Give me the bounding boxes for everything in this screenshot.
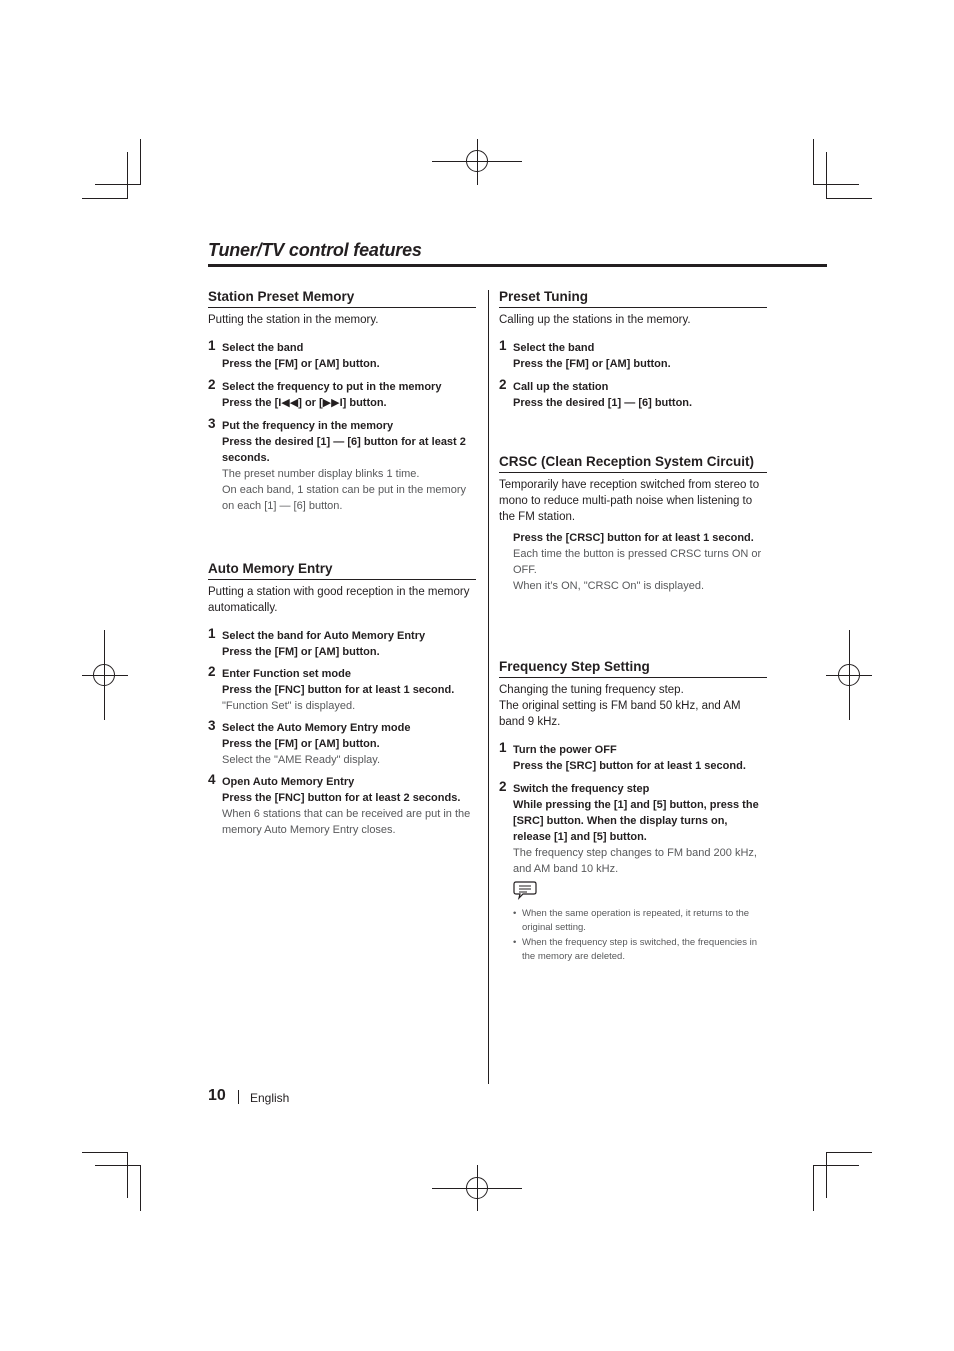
step [208, 379, 476, 411]
step-action: Press the [FM] or [AM] button. [222, 358, 380, 370]
step-number: 2 [208, 664, 216, 679]
section-heading: CRSC (Clean Reception System Circuit) [499, 453, 767, 473]
section-frequency-step-setting [499, 658, 767, 965]
step-title: Select the frequency to put in the memory [222, 381, 442, 393]
crop-mark [140, 139, 141, 185]
section-preset-tuning [499, 288, 767, 411]
step [499, 742, 767, 774]
step-action: Press the [FNC] button for at least 2 seconds. [222, 792, 461, 804]
crsc-note: Each time the button is pressed CRSC turns ON or OFF. When it’s ON, "CRSC On" is displayed. [513, 548, 762, 592]
step-title: Select the band for Auto Memory Entry [222, 630, 426, 642]
crop-mark [813, 1165, 814, 1211]
step-number: 1 [499, 740, 507, 755]
section-intro: Temporarily have reception switched from stereo to mono to reduce multi-path noise when listening to the FM station. [499, 479, 760, 523]
step [208, 666, 476, 714]
section-heading: Preset Tuning [499, 288, 767, 308]
step-title: Open Auto Memory Entry [222, 776, 355, 788]
step-action: Press the [SRC] button for at least 1 second. [513, 760, 746, 772]
step-number: 2 [499, 779, 507, 794]
crop-mark [826, 152, 827, 198]
step-note: The frequency step changes to FM band 200 kHz, and AM band 10 kHz. [513, 847, 757, 875]
crop-mark [140, 1165, 141, 1211]
list-item: • When the same operation is repeated, it returns to the original setting. [513, 907, 767, 935]
step-note: The preset number display blinks 1 time. On each band, 1 station can be put in the memory on each [1] — [6] button. [222, 468, 466, 512]
step-note: Select the "AME Ready" display. [222, 754, 381, 766]
section-heading: Auto Memory Entry [208, 560, 476, 580]
step-action: While pressing the [1] and [5] button, press the [SRC] button. When the display turns on, release [1] and [5] button. [513, 799, 759, 843]
section-intro: Putting a station with good reception in the memory automatically. [208, 586, 470, 614]
step-number: 2 [208, 377, 216, 392]
step-number: 3 [208, 718, 216, 733]
crop-mark [95, 184, 141, 185]
section-heading: Station Preset Memory [208, 288, 476, 308]
step [499, 340, 767, 372]
step-number: 1 [208, 338, 216, 353]
section-station-preset-memory [208, 288, 476, 514]
step-action: Press the [FM] or [AM] button. [222, 738, 380, 750]
crop-mark [826, 198, 872, 199]
section-crsc [499, 453, 767, 594]
crsc-action: Press the [CRSC] button for at least 1 second. [513, 532, 754, 544]
step-action: Press the desired [1] — [6] button for at least 2 seconds. [222, 436, 466, 464]
crop-mark [82, 1152, 128, 1153]
step-title: Switch the frequency step [513, 783, 650, 795]
crop-mark [127, 1152, 128, 1198]
crop-mark [82, 198, 128, 199]
crop-mark [813, 184, 859, 185]
footer-language: English [250, 1091, 290, 1105]
step [208, 628, 476, 660]
step-number: 3 [208, 416, 216, 431]
step-note: When 6 stations that can be received are put in the memory Auto Memory Entry closes. [222, 808, 471, 836]
crop-mark [813, 1165, 859, 1166]
note-list [499, 907, 767, 964]
step-title: Select the Auto Memory Entry mode [222, 722, 411, 734]
step-action: Press the [FNC] button for at least 1 second. [222, 684, 455, 696]
page-number: 10 [208, 1087, 226, 1104]
step-action: Press the desired [1] — [6] button. [513, 397, 693, 409]
page-title: Tuner/TV control features [208, 240, 422, 260]
section-intro: Calling up the stations in the memory. [499, 314, 691, 326]
step-number: 1 [499, 338, 507, 353]
step-number: 2 [499, 377, 507, 392]
step-number: 1 [208, 626, 216, 641]
crop-mark [95, 1165, 141, 1166]
section-intro: Putting the station in the memory. [208, 314, 379, 326]
section-auto-memory-entry [208, 560, 476, 838]
step [208, 774, 476, 838]
column-divider [488, 290, 489, 1084]
step-title: Select the band [222, 342, 304, 354]
step-title: Enter Function set mode [222, 668, 351, 680]
crop-mark [813, 139, 814, 185]
section-intro: Changing the tuning frequency step. The original setting is FM band 50 kHz, and AM band 9 kHz. [499, 684, 741, 728]
title-rule [208, 264, 827, 267]
section-heading: Frequency Step Setting [499, 658, 767, 678]
step-number: 4 [208, 772, 216, 787]
step-title: Put the frequency in the memory [222, 420, 394, 432]
step [499, 379, 767, 411]
crop-mark [826, 1152, 872, 1153]
step [208, 720, 476, 768]
step-title: Call up the station [513, 381, 609, 393]
step-action: Press the [FM] or [AM] button. [513, 358, 671, 370]
crop-mark [826, 1152, 827, 1198]
step-title: Turn the power OFF [513, 744, 617, 756]
footer-separator [238, 1090, 239, 1104]
step-title: Select the band [513, 342, 595, 354]
step-action: Press the [FM] or [AM] button. [222, 646, 380, 658]
list-item: • When the frequency step is switched, the frequencies in the memory are deleted. [513, 936, 767, 964]
step [208, 340, 476, 372]
crop-mark [127, 152, 128, 198]
memo-icon [499, 880, 767, 905]
step-action: Press the [I◀◀] or [▶▶I] button. [222, 397, 387, 409]
step-note: "Function Set" is displayed. [222, 700, 356, 712]
step [208, 418, 476, 514]
step [499, 781, 767, 877]
